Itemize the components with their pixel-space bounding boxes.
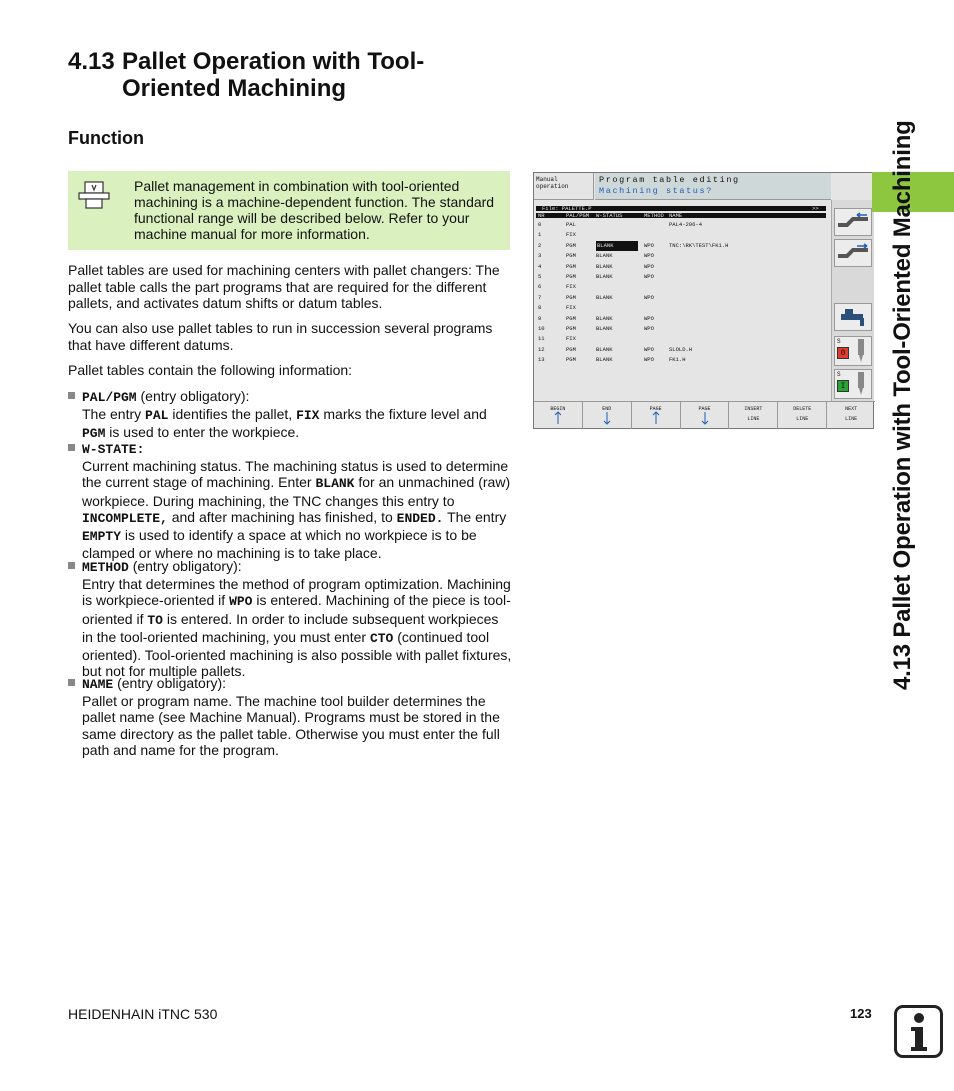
cell-pal-pgm: PGM bbox=[566, 262, 576, 270]
softkey-delete-line[interactable] bbox=[778, 402, 827, 429]
screen-header-line1: Program table editing bbox=[599, 175, 740, 185]
cell-w-status: BLANK bbox=[596, 356, 613, 364]
cell-pal-pgm: PGM bbox=[566, 314, 576, 322]
bullet-square bbox=[68, 392, 75, 399]
cell-w-status: BLANK bbox=[596, 262, 613, 270]
spindle-label: S bbox=[837, 371, 841, 378]
spindle-stop-key[interactable] bbox=[834, 336, 872, 366]
text: identifies the pallet, bbox=[168, 406, 297, 423]
code-blank: BLANK bbox=[315, 476, 355, 492]
side-softkey-1[interactable] bbox=[834, 208, 872, 236]
machine-note-box bbox=[68, 171, 510, 250]
cell-nr: 4 bbox=[538, 262, 542, 270]
table-row[interactable] bbox=[536, 314, 826, 324]
text: The entry bbox=[82, 406, 146, 423]
cell-w-status: BLANK bbox=[596, 241, 638, 251]
col-name: NAME bbox=[669, 212, 683, 219]
cell-nr: 0 bbox=[538, 221, 542, 228]
paragraph-3: Pallet tables contain the following information: bbox=[68, 362, 353, 378]
subsection-title: Function bbox=[68, 128, 144, 148]
text: and after machining has finished, to bbox=[167, 508, 397, 525]
section-title bbox=[68, 48, 424, 102]
code-method: METHOD bbox=[82, 560, 129, 575]
col-w-status: W-STATUS bbox=[596, 212, 623, 219]
cell-nr: 3 bbox=[538, 252, 542, 260]
text: for an unmachined (raw) workpiece. During machining, the TNC changes this entry to bbox=[82, 474, 511, 509]
arrow-up-icon bbox=[652, 411, 660, 425]
side-softkey-2[interactable] bbox=[834, 239, 872, 267]
table-row[interactable] bbox=[536, 324, 826, 334]
bullet-square bbox=[68, 562, 75, 569]
cell-method: WPO bbox=[644, 293, 654, 301]
text: (continued tool oriented). Tool-oriented machining is also possible with pallet fixtures, but not for multiple pallets. bbox=[82, 628, 512, 680]
screen-header bbox=[595, 173, 831, 200]
col-pal-pgm: PAL/PGM bbox=[566, 212, 590, 219]
screen-mode-label: Manual operation bbox=[534, 173, 594, 200]
softkey-label: END bbox=[602, 406, 612, 412]
cell-method: WPO bbox=[644, 345, 654, 353]
spindle-on-value: I bbox=[837, 380, 849, 392]
file-bar-arrows: >> bbox=[812, 205, 819, 212]
code-fix: FIX bbox=[296, 408, 320, 424]
cell-method: WPO bbox=[644, 324, 654, 332]
softkey-page-up[interactable] bbox=[632, 402, 681, 429]
cell-nr: 7 bbox=[538, 293, 542, 301]
table-row[interactable] bbox=[536, 355, 826, 365]
spindle-icon bbox=[853, 339, 869, 363]
cell-pal-pgm: PGM bbox=[566, 324, 576, 332]
cell-pal-pgm: PGM bbox=[566, 252, 576, 260]
softkey-label: PAGE bbox=[649, 406, 662, 412]
cell-pal-pgm: PGM bbox=[566, 345, 576, 353]
softkey-label: LINE bbox=[845, 416, 858, 422]
screen-side-softkeys bbox=[831, 200, 874, 401]
tool-path-icon bbox=[835, 209, 871, 235]
cell-method: WPO bbox=[644, 241, 654, 249]
tnc-screen bbox=[533, 172, 874, 429]
footer-text: HEIDENHAIN iTNC 530 bbox=[68, 1006, 218, 1022]
code-to: TO bbox=[147, 612, 163, 628]
table-row[interactable] bbox=[536, 272, 826, 282]
softkey-begin[interactable] bbox=[534, 402, 583, 429]
text: Current machining status. The machining status is used to determine the current stage of machining. Enter bbox=[82, 458, 509, 491]
cell-pal-pgm: FIX bbox=[566, 231, 576, 239]
softkey-next-line[interactable] bbox=[827, 402, 875, 429]
note-text: Pallet management in combination with tool-oriented machining is a machine-dependent function. The standard functional range will be described below. Refer to your machine manual for more information. bbox=[134, 178, 495, 242]
cell-nr: 11 bbox=[538, 335, 545, 343]
softkey-label: DELETE bbox=[793, 406, 812, 412]
code-pal-pgm: PAL/PGM bbox=[82, 390, 137, 405]
code-ended: ENDED. bbox=[396, 510, 444, 526]
softkey-bar bbox=[534, 401, 875, 429]
bullet-square bbox=[68, 679, 75, 686]
cell-method: WPO bbox=[644, 262, 654, 270]
cell-w-status: BLANK bbox=[596, 314, 613, 322]
bullet-square bbox=[68, 444, 75, 451]
arrow-up-icon bbox=[554, 411, 562, 425]
cell-pal-pgm: PGM bbox=[566, 293, 576, 301]
code-w-state: W-STATE: bbox=[82, 442, 145, 457]
spindle-label: S bbox=[837, 338, 841, 345]
softkey-end[interactable] bbox=[583, 402, 632, 429]
cell-w-status: BLANK bbox=[596, 252, 613, 260]
title-line1: Pallet Operation with Tool- bbox=[122, 48, 425, 75]
info-icon bbox=[894, 1005, 943, 1058]
softkey-label: PAGE bbox=[698, 406, 711, 412]
pallet-table bbox=[536, 206, 826, 365]
page-number: 123 bbox=[850, 1006, 872, 1021]
cell-w-status: BLANK bbox=[596, 293, 613, 301]
softkey-label: INSERT bbox=[744, 406, 763, 412]
code-pgm: PGM bbox=[82, 426, 106, 442]
text: (entry obligatory): bbox=[136, 388, 250, 404]
cell-pal-pgm: FIX bbox=[566, 335, 576, 343]
softkey-insert-line[interactable] bbox=[729, 402, 778, 429]
table-row[interactable] bbox=[536, 251, 826, 261]
code-pal: PAL bbox=[145, 408, 169, 424]
paragraph-1: Pallet tables are used for machining centers with pallet changers: The pallet table calls the part programs that are required for the different pallets, and activates datum shifts or datum tables. bbox=[68, 262, 500, 311]
softkey-label: NEXT bbox=[845, 406, 858, 412]
softkey-label: BEGIN bbox=[550, 406, 566, 412]
cell-pal-pgm: PAL bbox=[566, 221, 576, 228]
side-softkey-3[interactable] bbox=[834, 303, 872, 331]
section-number: 4.13 bbox=[68, 48, 115, 75]
title-line2: Oriented Machining bbox=[122, 75, 347, 102]
text: (entry obligatory): bbox=[113, 675, 227, 691]
text: (entry obligatory): bbox=[128, 558, 242, 574]
cell-nr: 6 bbox=[538, 283, 542, 291]
spindle-start-key[interactable] bbox=[834, 369, 872, 399]
paragraph-2: You can also use pallet tables to run in succession several programs that have different datums. bbox=[68, 320, 493, 353]
cell-name: FK1.H bbox=[669, 356, 686, 364]
text: is entered. Machining of the piece is tool-oriented if bbox=[82, 592, 511, 627]
table-row[interactable] bbox=[536, 230, 826, 240]
cell-w-status: BLANK bbox=[596, 345, 613, 353]
cell-nr: 9 bbox=[538, 314, 542, 322]
file-bar bbox=[536, 206, 826, 211]
cell-nr: 10 bbox=[538, 324, 545, 332]
col-nr: NR bbox=[538, 212, 545, 219]
cell-name: PAL4-206-4 bbox=[669, 221, 703, 228]
softkey-page-down[interactable] bbox=[681, 402, 730, 429]
cell-method: WPO bbox=[644, 356, 654, 364]
cell-method: WPO bbox=[644, 252, 654, 260]
table-row[interactable] bbox=[536, 220, 826, 230]
cell-method: WPO bbox=[644, 314, 654, 322]
cell-nr: 5 bbox=[538, 272, 542, 280]
cell-nr: 13 bbox=[538, 356, 545, 364]
table-row[interactable] bbox=[536, 262, 826, 272]
table-row[interactable] bbox=[536, 293, 826, 303]
text: is used to identify a space at which no workpiece is to be clamped or where no machining is to take place. bbox=[82, 527, 477, 562]
cell-pal-pgm: FIX bbox=[566, 304, 576, 312]
table-row[interactable] bbox=[536, 334, 826, 344]
text: marks the fixture level and bbox=[319, 406, 487, 423]
cell-pal-pgm: PGM bbox=[566, 241, 576, 249]
table-row[interactable] bbox=[536, 303, 826, 313]
file-bar-name: File: PALETTE.P bbox=[542, 205, 592, 212]
table-row[interactable] bbox=[536, 345, 826, 355]
bullet-pal-pgm bbox=[68, 388, 513, 443]
text: Pallet or program name. The machine tool builder determines the pallet name (see Machine Manual). Programs must be stored in the same directory as the pallet table. Otherwise you must enter the full path and name for the program. bbox=[82, 693, 500, 758]
col-method: METHOD bbox=[644, 212, 664, 219]
coolant-icon bbox=[835, 304, 871, 330]
table-row[interactable] bbox=[536, 282, 826, 292]
arrow-down-icon bbox=[701, 411, 709, 425]
table-header-row bbox=[536, 213, 826, 218]
spindle-off-value: 0 bbox=[837, 347, 849, 359]
screen-header-line2: Machining status? bbox=[599, 186, 713, 196]
spindle-icon bbox=[853, 372, 869, 396]
code-name: NAME bbox=[82, 677, 114, 692]
cell-method: WPO bbox=[644, 272, 654, 280]
tool-path-icon bbox=[835, 240, 871, 266]
machine-manual-icon bbox=[78, 181, 110, 211]
bullet-method bbox=[68, 558, 513, 679]
cell-nr: 2 bbox=[538, 241, 542, 249]
bullet-name bbox=[68, 675, 513, 758]
cell-nr: 1 bbox=[538, 231, 542, 239]
cell-name: TNC:\RK\TEST\FK1.H bbox=[669, 241, 729, 249]
text: is used to enter the workpiece. bbox=[105, 424, 300, 441]
code-empty: EMPTY bbox=[82, 529, 122, 545]
cell-pal-pgm: PGM bbox=[566, 272, 576, 280]
code-cto: CTO bbox=[369, 630, 394, 646]
cell-nr: 8 bbox=[538, 304, 542, 312]
cell-pal-pgm: PGM bbox=[566, 356, 576, 364]
softkey-label: LINE bbox=[747, 416, 760, 422]
table-row[interactable] bbox=[536, 241, 826, 251]
arrow-down-icon bbox=[603, 411, 611, 425]
text: The entry bbox=[443, 508, 507, 525]
cell-nr: 12 bbox=[538, 345, 545, 353]
text: is entered. In order to include subsequent workpieces in the tool-oriented machining, you must enter bbox=[82, 610, 499, 645]
text: Entry that determines the method of program optimization. Machining is workpiece-oriented if bbox=[82, 576, 511, 609]
cell-w-status: BLANK bbox=[596, 324, 613, 332]
cell-pal-pgm: FIX bbox=[566, 283, 576, 291]
softkey-label: LINE bbox=[796, 416, 809, 422]
cell-w-status: BLANK bbox=[596, 272, 613, 280]
code-incomplete: INCOMPLETE, bbox=[82, 510, 168, 526]
chapter-side-title: 4.13 Pallet Operation with Tool-Oriented Machining bbox=[889, 120, 916, 690]
cell-name: SLOLD.H bbox=[669, 345, 693, 353]
bullet-w-state bbox=[68, 440, 513, 561]
code-wpo: WPO bbox=[229, 594, 253, 610]
